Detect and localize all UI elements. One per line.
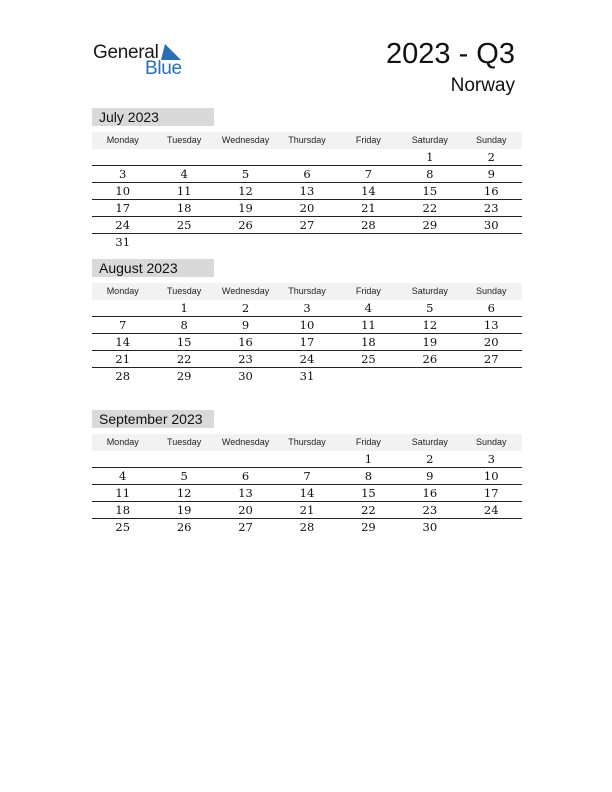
day-cell: 7 (364, 167, 373, 181)
day-cell: 8 (364, 469, 373, 483)
weekday-header: Thursday (288, 437, 326, 447)
week-row (92, 519, 522, 535)
day-cell: 20 (238, 503, 253, 517)
day-cell (276, 149, 337, 165)
day-cell: 2 (487, 150, 495, 164)
day-cell: 12 (238, 184, 253, 198)
day-cell: 17 (115, 201, 131, 215)
day-cell: 9 (241, 318, 250, 332)
week-row (92, 317, 522, 334)
day-cell: 30 (483, 218, 499, 232)
day-cell: 27 (483, 352, 499, 366)
day-cell: 24 (483, 503, 499, 517)
weekday-header: Wednesday (221, 286, 270, 296)
week-row (92, 468, 522, 485)
day-cell (276, 451, 337, 467)
week-row (92, 368, 522, 384)
week-row (92, 351, 522, 368)
day-cell: 11 (115, 486, 131, 500)
week-row (92, 300, 522, 317)
day-cell: 24 (299, 352, 315, 366)
day-cell (399, 234, 460, 250)
day-cell: 26 (176, 520, 192, 534)
week-row (92, 166, 522, 183)
day-cell (338, 234, 399, 250)
day-cell (92, 300, 153, 316)
day-cell: 9 (487, 167, 495, 181)
day-cell (215, 234, 276, 250)
day-cell: 19 (422, 335, 438, 349)
day-cell: 16 (238, 335, 253, 349)
day-cell: 25 (361, 352, 376, 366)
week-row (92, 502, 522, 519)
weekday-header: Monday (106, 437, 139, 447)
day-cell: 27 (238, 520, 253, 534)
day-cell (461, 234, 522, 250)
day-cell: 11 (361, 318, 376, 332)
logo-general-text: General (93, 42, 159, 63)
day-cell (153, 451, 214, 467)
weekday-header: Tuesday (167, 286, 202, 296)
day-cell: 22 (176, 352, 192, 366)
week-row (92, 183, 522, 200)
day-cell (153, 234, 214, 250)
day-cell: 17 (299, 335, 315, 349)
weekday-header: Wednesday (221, 437, 270, 447)
week-row (92, 149, 522, 166)
day-cell: 18 (361, 335, 376, 349)
day-cell: 4 (180, 167, 188, 181)
day-cell: 14 (361, 184, 376, 198)
day-cell: 25 (176, 218, 192, 232)
day-cell: 19 (238, 201, 253, 215)
day-cell (153, 149, 214, 165)
day-cell: 1 (364, 452, 373, 466)
day-cell: 17 (483, 486, 499, 500)
day-cell (215, 451, 276, 467)
day-cell (399, 368, 460, 384)
day-cell: 22 (361, 503, 376, 517)
week-row (92, 451, 522, 468)
day-cell: 12 (176, 486, 192, 500)
day-cell (215, 149, 276, 165)
day-cell: 14 (299, 486, 315, 500)
day-cell: 23 (238, 352, 253, 366)
month-july (92, 108, 522, 250)
day-cell: 7 (303, 469, 311, 483)
day-cell: 2 (426, 452, 434, 466)
day-cell: 27 (299, 218, 315, 232)
weekday-header: Saturday (411, 437, 448, 447)
day-cell (276, 234, 337, 250)
weekday-header: Tuesday (167, 135, 202, 145)
weekday-header: Monday (106, 135, 139, 145)
week-row (92, 234, 522, 250)
day-cell: 31 (299, 369, 315, 383)
month-label: July 2023 (92, 108, 214, 126)
day-cell: 11 (176, 184, 192, 198)
day-cell: 13 (238, 486, 253, 500)
day-cell: 4 (364, 301, 373, 315)
day-cell: 14 (115, 335, 131, 349)
day-cell: 3 (487, 452, 495, 466)
day-cell (92, 451, 153, 467)
day-cell: 20 (483, 335, 499, 349)
day-cell: 21 (361, 201, 376, 215)
day-cell: 15 (361, 486, 376, 500)
week-row (92, 200, 522, 217)
weekday-header: Saturday (411, 135, 448, 145)
day-cell: 19 (176, 503, 192, 517)
day-cell: 20 (299, 201, 315, 215)
day-cell: 28 (115, 369, 131, 383)
weekday-header: Friday (355, 135, 381, 145)
day-cell: 23 (483, 201, 499, 215)
weekday-header: Sunday (475, 135, 507, 145)
day-cell: 21 (299, 503, 315, 517)
day-cell: 15 (176, 335, 192, 349)
weekday-header: Tuesday (167, 437, 202, 447)
month-label: September 2023 (92, 410, 214, 428)
day-cell: 21 (115, 352, 131, 366)
weekday-header: Saturday (411, 286, 448, 296)
day-cell (338, 149, 399, 165)
day-cell (461, 368, 522, 384)
day-cell: 13 (299, 184, 315, 198)
day-cell: 10 (115, 184, 131, 198)
day-cell: 29 (422, 218, 438, 232)
weekday-header-row (92, 283, 522, 300)
day-cell: 28 (361, 218, 376, 232)
day-cell: 16 (483, 184, 499, 198)
day-cell: 29 (176, 369, 192, 383)
day-cell: 26 (422, 352, 438, 366)
day-cell: 13 (483, 318, 499, 332)
day-cell: 3 (119, 167, 127, 181)
week-row (92, 334, 522, 351)
day-cell: 6 (241, 469, 250, 483)
day-cell: 18 (176, 201, 192, 215)
weekday-header: Wednesday (221, 135, 270, 145)
logo (93, 40, 193, 80)
day-cell: 5 (241, 167, 250, 181)
weekday-header-row (92, 434, 522, 451)
weekday-header: Thursday (288, 135, 326, 145)
day-cell: 12 (422, 318, 438, 332)
day-cell: 30 (422, 520, 438, 534)
day-cell: 25 (115, 520, 131, 534)
day-cell: 24 (115, 218, 131, 232)
day-cell: 28 (299, 520, 315, 534)
logo-blue-text: Blue (145, 58, 182, 79)
week-row (92, 217, 522, 234)
day-cell: 9 (426, 469, 434, 483)
weekday-header: Sunday (475, 286, 507, 296)
day-cell: 4 (119, 469, 127, 483)
month-august (92, 259, 522, 384)
day-cell: 8 (180, 318, 188, 332)
day-cell: 29 (361, 520, 376, 534)
day-cell: 5 (426, 301, 434, 315)
weekday-header: Thursday (288, 286, 326, 296)
day-cell: 30 (238, 369, 253, 383)
day-cell (338, 368, 399, 384)
day-cell: 26 (238, 218, 253, 232)
country-name: Norway (450, 75, 515, 96)
month-september (92, 410, 522, 535)
weekday-header: Sunday (475, 437, 507, 447)
day-cell: 1 (426, 150, 434, 164)
day-cell: 15 (422, 184, 438, 198)
day-cell: 8 (426, 167, 434, 181)
day-cell: 31 (115, 235, 131, 249)
day-cell: 18 (115, 503, 131, 517)
month-label: August 2023 (92, 259, 214, 277)
day-cell: 2 (241, 301, 250, 315)
day-cell: 10 (483, 469, 499, 483)
week-row (92, 485, 522, 502)
day-cell: 1 (180, 301, 188, 315)
day-cell: 5 (180, 469, 188, 483)
day-cell: 23 (422, 503, 438, 517)
day-cell: 6 (487, 301, 495, 315)
weekday-header: Friday (355, 437, 381, 447)
day-cell: 10 (299, 318, 315, 332)
weekday-header-row (92, 132, 522, 149)
day-cell: 7 (119, 318, 127, 332)
day-cell (461, 519, 522, 535)
day-cell: 16 (422, 486, 438, 500)
day-cell: 22 (422, 201, 438, 215)
weekday-header: Monday (106, 286, 139, 296)
day-cell: 6 (303, 167, 311, 181)
weekday-header: Friday (355, 286, 381, 296)
day-cell (92, 149, 153, 165)
page-title: 2023 - Q3 (386, 38, 515, 70)
day-cell: 3 (303, 301, 311, 315)
